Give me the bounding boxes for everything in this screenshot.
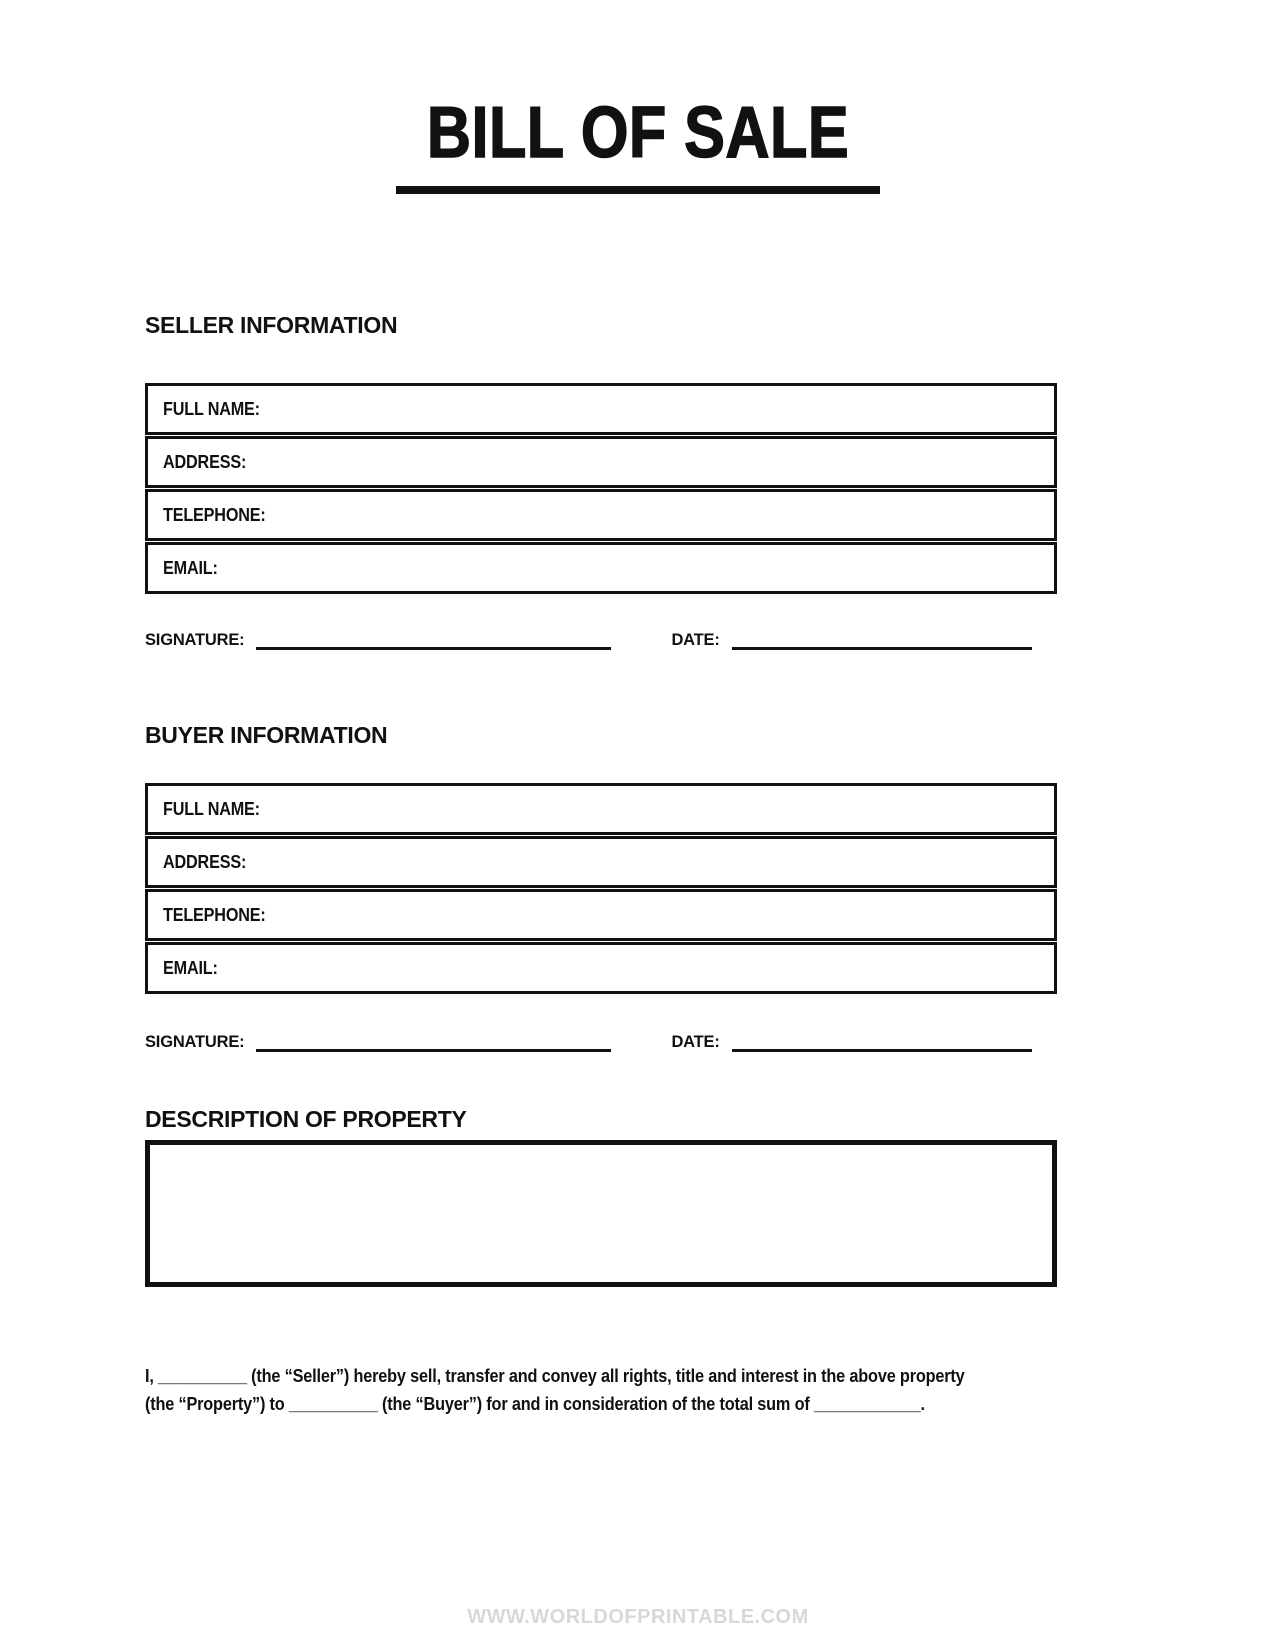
seller-full-name-label: FULL NAME: <box>163 398 260 419</box>
buyer-email-label: EMAIL: <box>163 957 218 978</box>
buyer-telephone-field[interactable] <box>277 892 1039 938</box>
buyer-signature-label: SIGNATURE: <box>145 1033 245 1051</box>
seller-email-label: EMAIL: <box>163 557 218 578</box>
seller-address-label: ADDRESS: <box>163 451 247 472</box>
seller-signature-label: SIGNATURE: <box>145 631 245 649</box>
buyer-telephone-label: TELEPHONE: <box>163 904 266 925</box>
title-underline-rule <box>396 186 880 194</box>
document-header <box>0 93 1276 194</box>
buyer-full-name-label: FULL NAME: <box>163 798 260 819</box>
buyer-full-name-field[interactable] <box>271 786 1039 832</box>
property-description-box[interactable] <box>145 1140 1057 1287</box>
buyer-date-line[interactable] <box>732 1025 1032 1052</box>
page-title: BILL OF SALE <box>426 93 850 173</box>
seller-telephone-field[interactable] <box>277 492 1039 538</box>
buyer-telephone-row <box>145 889 1057 941</box>
seller-date-line[interactable] <box>732 623 1032 650</box>
buyer-section-heading: BUYER INFORMATION <box>145 722 388 748</box>
footer-website-text: WWW.WORLDOFPRINTABLE.COM <box>467 1606 809 1628</box>
property-section-heading: DESCRIPTION OF PROPERTY <box>145 1106 467 1132</box>
buyer-full-name-row <box>145 783 1057 835</box>
declaration-line-1: I, __________ (the “Seller”) hereby sell, transfer and convey all rights, title and interest in the above property <box>145 1365 965 1386</box>
seller-section-heading: SELLER INFORMATION <box>145 312 398 338</box>
seller-email-row <box>145 542 1057 594</box>
seller-full-name-field[interactable] <box>271 386 1039 432</box>
buyer-date-label: DATE: <box>671 1033 720 1051</box>
buyer-address-field[interactable] <box>255 839 1039 885</box>
buyer-email-field[interactable] <box>224 945 1039 991</box>
seller-info-table <box>145 383 1057 595</box>
seller-telephone-row <box>145 489 1057 541</box>
seller-signature-line[interactable] <box>256 623 611 650</box>
seller-address-row <box>145 436 1057 488</box>
buyer-email-row <box>145 942 1057 994</box>
seller-email-field[interactable] <box>224 545 1039 591</box>
buyer-signature-line[interactable] <box>256 1025 611 1052</box>
declaration-paragraph <box>145 1362 1057 1418</box>
seller-date-label: DATE: <box>671 631 720 649</box>
buyer-address-row <box>145 836 1057 888</box>
seller-telephone-label: TELEPHONE: <box>163 504 266 525</box>
buyer-address-label: ADDRESS: <box>163 851 247 872</box>
buyer-info-table <box>145 783 1057 995</box>
declaration-line-2: (the “Property”) to __________ (the “Buyer”) for and in consideration of the total sum of ____________. <box>145 1393 925 1414</box>
seller-full-name-row <box>145 383 1057 435</box>
seller-signature-row <box>145 626 1057 650</box>
seller-address-field[interactable] <box>255 439 1039 485</box>
buyer-signature-row <box>145 1028 1057 1052</box>
